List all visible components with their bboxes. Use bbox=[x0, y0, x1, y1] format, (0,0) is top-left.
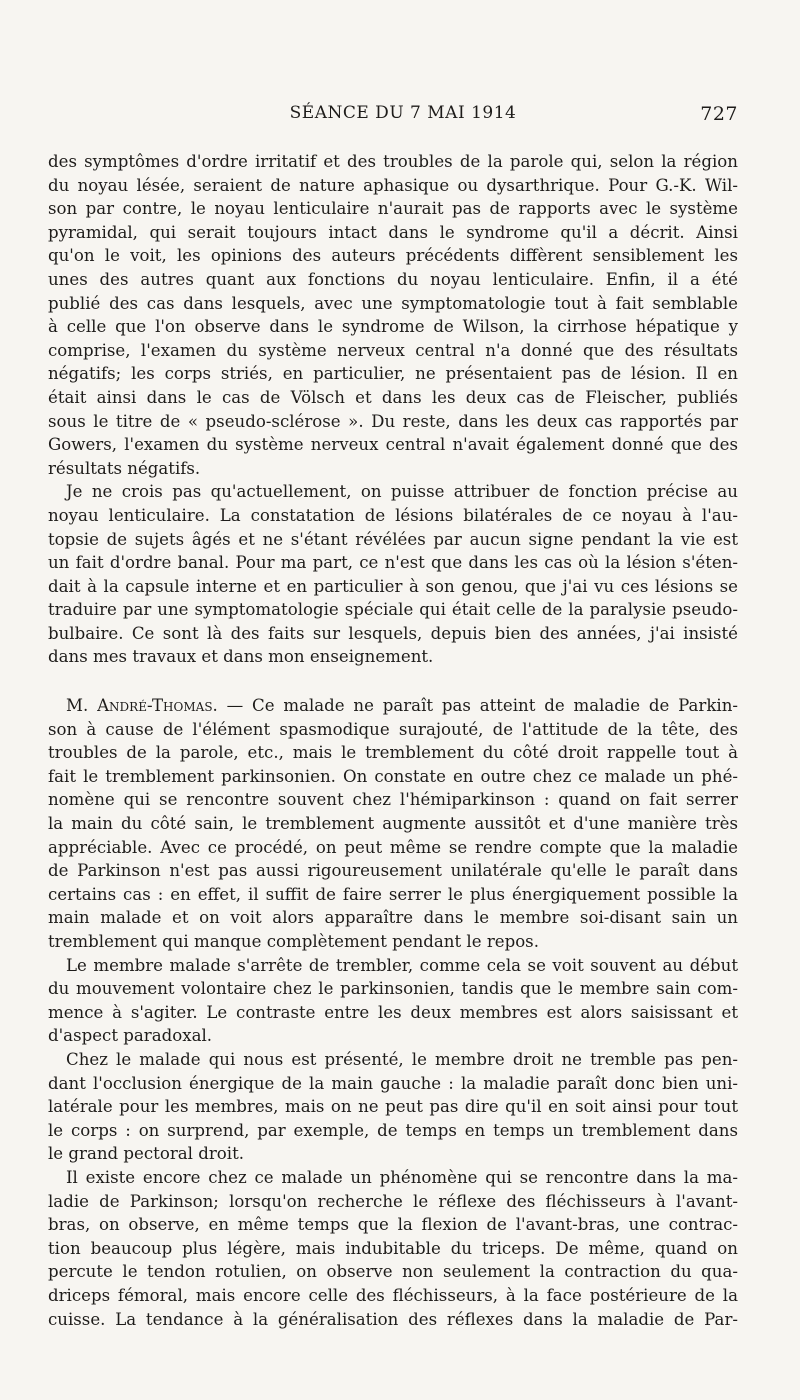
text-line: Il existe encore chez ce malade un phénomène qui se rencontre dans la ma- bbox=[66, 1167, 738, 1187]
text-line: ladie de Parkinson; lorsqu'on recherche le réflexe des fléchisseurs à l'avant- bbox=[48, 1191, 738, 1211]
text-line: était ainsi dans le cas de Völsch et dans les deux cas de Fleischer, publiés bbox=[48, 387, 738, 407]
text-line: à celle que l'on observe dans le syndrome de Wilson, la cirrhose hépatique y bbox=[48, 317, 738, 337]
text-line: tion beaucoup plus légère, mais indubitable du triceps. De même, quand on bbox=[48, 1238, 738, 1258]
paragraph-gap bbox=[48, 669, 738, 694]
paragraph-2 bbox=[48, 480, 738, 669]
paragraph-4 bbox=[48, 954, 738, 1048]
text-line: le corps : on surprend, par exemple, de temps en temps un tremblement dans bbox=[48, 1120, 738, 1140]
text-line: troubles de la parole, etc., mais le tremblement du côté droit rappelle tout à bbox=[48, 743, 738, 763]
text-line: bulbaire. Ce sont là des faits sur lesquels, depuis bien des années, j'ai insisté bbox=[48, 623, 738, 643]
text-line: driceps fémoral, mais encore celle des fléchisseurs, à la face postérieure de la bbox=[48, 1285, 738, 1305]
text-line: publié des cas dans lesquels, avec une symptomatologie tout à fait semblable bbox=[48, 293, 738, 313]
text-line: sous le titre de « pseudo-sclérose ». Du reste, dans les deux cas rapportés par bbox=[48, 411, 738, 431]
text-line: Chez le malade qui nous est présenté, le membre droit ne tremble pas pen- bbox=[66, 1049, 738, 1069]
text-line: bras, on observe, en même temps que la flexion de l'avant-bras, une contrac- bbox=[48, 1215, 738, 1235]
text-line: d'aspect paradoxal. bbox=[48, 1026, 213, 1046]
speaker-name: André-Thomas bbox=[97, 696, 213, 716]
text-line: comprise, l'examen du système nerveux central n'a donné que des résultats bbox=[48, 340, 738, 360]
text-line: topsie de sujets âgés et ne s'étant révélées par aucun signe pendant la vie est bbox=[48, 529, 738, 549]
text-line: la main du côté sain, le tremblement augmente aussitôt et d'une manière très bbox=[48, 814, 738, 834]
text-line: son à cause de l'élément spasmodique surajouté, de l'attitude de la tête, des bbox=[48, 719, 738, 739]
text-line: mence à s'agiter. Le contraste entre les deux membres est alors saisissant et bbox=[48, 1002, 738, 1022]
text-line: fait le tremblement parkinsonien. On constate en outre chez ce malade un phé- bbox=[48, 766, 738, 786]
page-header bbox=[48, 103, 738, 129]
text-line: résultats négatifs. bbox=[48, 458, 201, 478]
paragraph-5 bbox=[48, 1048, 738, 1166]
page-number: 727 bbox=[700, 103, 738, 125]
text-line: qu'on le voit, les opinions des auteurs précédents diffèrent sensiblement les bbox=[48, 246, 738, 266]
text-line: dait à la capsule interne et en particulier à son genou, que j'ai vu ces lésions se bbox=[48, 576, 738, 596]
text-line: noyau lenticulaire. La constatation de lésions bilatérales de ce noyau à l'au- bbox=[48, 505, 738, 525]
text-line: des symptômes d'ordre irritatif et des troubles de la parole qui, selon la région bbox=[48, 152, 738, 171]
speaker-line-rest: . — Ce malade ne paraît pas atteint de maladie de Parkin- bbox=[212, 696, 738, 716]
text-line: percute le tendon rotulien, on observe non seulement la contraction du qua- bbox=[48, 1262, 738, 1282]
paragraph-1 bbox=[48, 150, 738, 480]
text-line: dans mes travaux et dans mon enseignement. bbox=[48, 647, 434, 667]
speaker-prefix: M. bbox=[66, 696, 89, 716]
body-text bbox=[48, 150, 738, 1331]
paragraph-6 bbox=[48, 1166, 738, 1331]
text-line: négatifs; les corps striés, en particulier, ne présentaient pas de lésion. Il en bbox=[48, 364, 738, 384]
running-head: SÉANCE DU 7 MAI 1914 bbox=[289, 103, 517, 123]
text-line: Gowers, l'examen du système nerveux central n'avait également donné que des bbox=[48, 435, 738, 455]
text-line: main malade et on voit alors apparaître dans le membre soi-disant sain un bbox=[48, 908, 738, 928]
text-line: cuisse. La tendance à la généralisation des réflexes dans la maladie de Par- bbox=[48, 1309, 738, 1329]
text-line: du mouvement volontaire chez le parkinsonien, tandis que le membre sain com- bbox=[48, 979, 738, 999]
text-line: du noyau lésée, seraient de nature aphasique ou dysarthrique. Pour G.-K. Wil- bbox=[48, 175, 738, 195]
paragraph-3 bbox=[48, 694, 738, 954]
text-line: le grand pectoral droit. bbox=[48, 1144, 245, 1164]
speaker-line bbox=[48, 694, 738, 718]
text-line: son par contre, le noyau lenticulaire n'aurait pas de rapports avec le système bbox=[48, 199, 738, 219]
text-line: Le membre malade s'arrête de trembler, comme cela se voit souvent au début bbox=[66, 955, 738, 975]
text-line: tremblement qui manque complètement pendant le repos. bbox=[48, 932, 539, 951]
text-line: traduire par une symptomatologie spéciale qui était celle de la paralysie pseudo- bbox=[48, 600, 738, 620]
text-line: un fait d'ordre banal. Pour ma part, ce n'est que dans les cas où la lésion s'éten- bbox=[48, 553, 738, 573]
text-line: de Parkinson n'est pas aussi rigoureusement unilatérale qu'elle le paraît dans bbox=[48, 861, 738, 881]
text-line: unes des autres quant aux fonctions du noyau lenticulaire. Enfin, il a été bbox=[48, 269, 738, 289]
text-line: nomène qui se rencontre souvent chez l'hémiparkinson : quand on fait serrer bbox=[48, 790, 738, 810]
text-line: dant l'occlusion énergique de la main gauche : la maladie paraît donc bien uni- bbox=[48, 1073, 738, 1093]
text-line: pyramidal, qui serait toujours intact dans le syndrome qu'il a décrit. Ainsi bbox=[48, 222, 738, 242]
text-line: latérale pour les membres, mais on ne peut pas dire qu'il en soit ainsi pour tout bbox=[48, 1097, 738, 1117]
text-line: Je ne crois pas qu'actuellement, on puisse attribuer de fonction précise au bbox=[66, 482, 738, 502]
text-line: appréciable. Avec ce procédé, on peut même se rendre compte que la maladie bbox=[48, 837, 738, 857]
text-line: certains cas : en effet, il suffit de faire serrer le plus énergiquement possible la bbox=[48, 884, 738, 904]
